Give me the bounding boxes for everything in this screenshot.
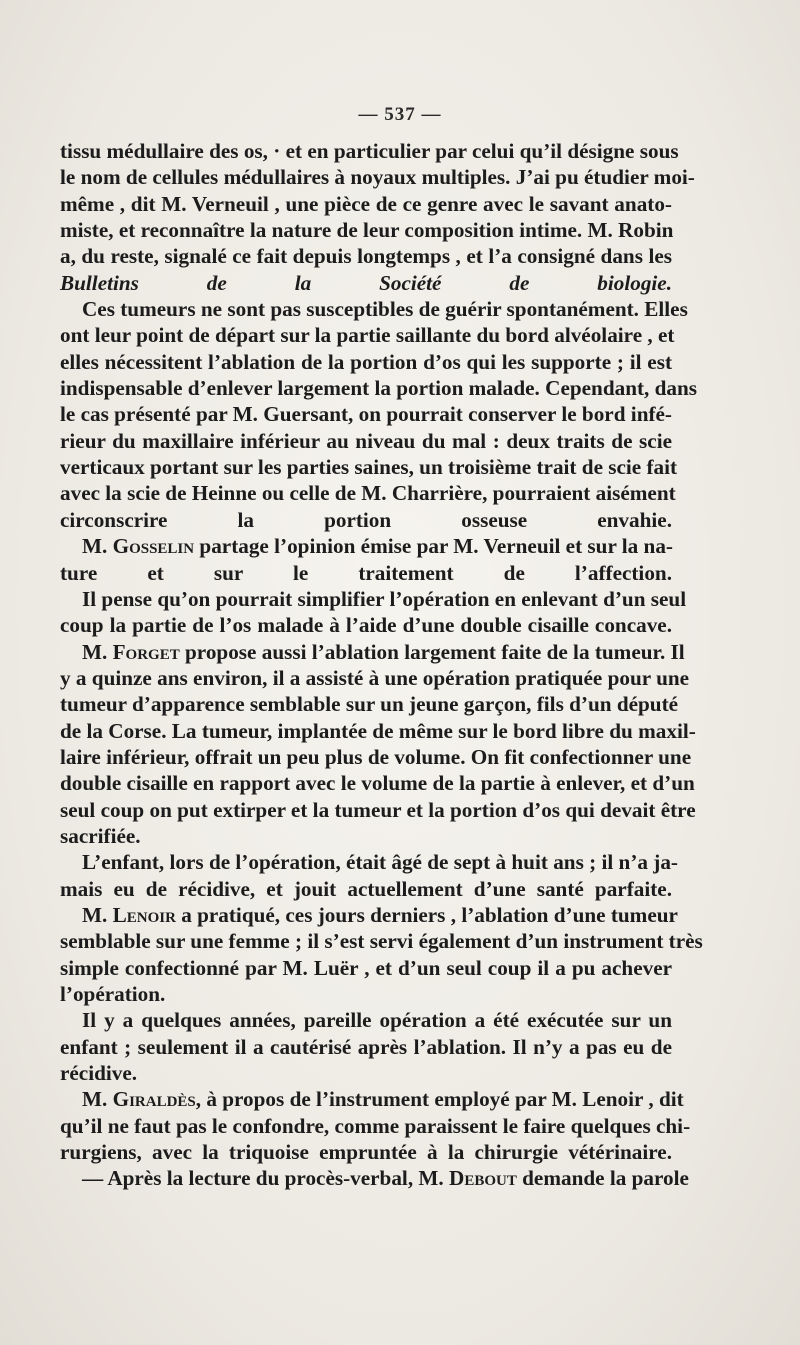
text-line <box>60 770 695 796</box>
text-line-content: — Après la lecture du procès-verbal, M. Debout demande la parole <box>82 1166 689 1191</box>
text-line <box>60 507 672 533</box>
text-line-content: y a quinze ans environ, il a assisté à une opération pratiquée pour une <box>60 665 690 690</box>
text-line <box>60 322 675 348</box>
text-line-content: Il pense qu’on pourrait simplifier l’opération en enlevant d’un seul <box>82 586 687 611</box>
text-line-content: ture et sur le traitement de l’affection. <box>60 560 672 585</box>
text-line-content: de la Corse. La tumeur, implantée de même sur le bord libre du maxil- <box>60 718 696 743</box>
text-line <box>60 612 672 638</box>
text-line-content: M. Giraldès, à propos de l’instrument employé par M. Lenoir , dit <box>82 1087 684 1112</box>
text-line <box>60 138 679 164</box>
text-line <box>60 1113 691 1139</box>
text-line-content: verticaux portant sur les parties saines, un troisième trait de scie fait <box>60 455 678 480</box>
text-line-content: récidive. <box>60 1061 138 1086</box>
page-number: — 537 — <box>358 104 442 125</box>
text-line-content: M. Forget propose aussi l’ablation largement faite de la tumeur. Il <box>82 639 685 664</box>
text-line-content: mais eu de récidive, et jouit actuellement d’une santé parfaite. <box>60 876 672 901</box>
text-line <box>60 296 688 322</box>
text-line <box>60 349 672 375</box>
text-line-content: a, du reste, signalé ce fait depuis longtemps , et l’a consigné dans les <box>60 244 672 269</box>
text-line <box>60 270 672 296</box>
text-line-content: Bulletins de la Société de biologie. <box>60 270 672 295</box>
text-line-content: le cas présenté par M. Guersant, on pourrait conserver le bord infé- <box>60 402 672 427</box>
text-line <box>60 744 692 770</box>
text-line-content: semblable sur une femme ; il s’est servi également d’un instrument très <box>60 929 703 954</box>
text-line-content: avec la scie de Heinne ou celle de M. Charrière, pourraient aisément <box>60 481 676 506</box>
text-line <box>60 902 678 928</box>
text-line <box>60 849 678 875</box>
text-line-content: tissu médullaire des os, · et en particulier par celui qu’il désigne sous <box>60 139 679 163</box>
text-line <box>60 217 672 243</box>
text-line-content: coup la partie de l’os malade à l’aide d’une double cisaille concave. <box>60 613 672 638</box>
text-line-content: miste, et reconnaître la nature de leur composition intime. M. Robin <box>60 218 674 243</box>
text-line <box>60 955 672 981</box>
text-line-content: rieur du maxillaire inférieur au niveau du mal : deux traits de scie <box>60 428 672 453</box>
text-line <box>60 454 678 480</box>
text-line-content: Ces tumeurs ne sont pas susceptibles de guérir spontanément. Elles <box>82 297 688 322</box>
text-line-content: ont leur point de départ sur la partie saillante du bord alvéolaire , et <box>60 323 675 348</box>
text-line <box>60 1007 672 1033</box>
text-line-content: enfant ; seulement il a cautérisé après l’ablation. Il n’y a pas eu de <box>60 1034 672 1059</box>
text-line <box>60 401 672 427</box>
text-line <box>60 876 672 902</box>
text-line <box>60 981 672 1007</box>
text-line-content: rurgiens, avec la triquoise empruntée à la chirurgie vétérinaire. <box>60 1140 672 1165</box>
text-line <box>60 639 685 665</box>
text-line-content: circonscrire la portion osseuse envahie. <box>60 507 672 532</box>
text-line-content: Il y a quelques années, pareille opération a été exécutée sur un <box>82 1008 672 1033</box>
text-line-content: sacrifiée. <box>60 823 141 848</box>
text-line <box>60 718 696 744</box>
text-line-content: le nom de cellules médullaires à noyaux multiples. J’ai pu étudier moi- <box>60 165 695 190</box>
text-line <box>60 480 676 506</box>
text-line <box>60 191 672 217</box>
text-line-content: M. Lenoir a pratiqué, ces jours derniers , l’ablation d’une tumeur <box>82 902 678 927</box>
text-line-content: tumeur d’apparence semblable sur un jeune garçon, fils d’un député <box>60 692 679 717</box>
text-line-content: simple confectionné par M. Luër , et d’un seul coup il a pu achever <box>60 955 672 980</box>
text-line <box>60 928 703 954</box>
text-line-content: même , dit M. Verneuil , une pièce de ce genre avec le savant anato- <box>60 191 672 216</box>
text-line-content: seul coup on put extirper et la tumeur et la portion d’os qui devait être <box>60 797 696 822</box>
text-line-content: elles nécessitent l’ablation de la portion d’os qui les supporte ; il est <box>60 349 672 374</box>
text-line <box>60 1165 689 1191</box>
text-line-content: indispensable d’enlever largement la portion malade. Cependant, dans <box>60 376 698 401</box>
text-line <box>60 243 672 269</box>
text-line <box>60 1034 672 1060</box>
text-line <box>60 823 672 849</box>
text-line <box>60 428 672 454</box>
text-line <box>60 164 695 190</box>
text-line <box>60 797 696 823</box>
text-line-content: laire inférieur, offrait un peu plus de volume. On fit confectionner une <box>60 744 692 769</box>
body-text <box>60 138 703 1192</box>
text-line <box>60 1139 672 1165</box>
text-line <box>60 665 690 691</box>
text-line-content: qu’il ne faut pas le confondre, comme paraissent le faire quelques chi- <box>60 1113 691 1138</box>
text-line-content: L’enfant, lors de l’opération, était âgé de sept à huit ans ; il n’a ja- <box>82 850 678 875</box>
text-line-content: l’opération. <box>60 982 166 1006</box>
text-line <box>60 691 679 717</box>
text-line <box>60 560 672 586</box>
text-line <box>60 586 687 612</box>
text-line <box>60 375 698 401</box>
text-line <box>60 533 672 559</box>
text-line-content: double cisaille en rapport avec le volume de la partie à enlever, et d’un <box>60 771 695 796</box>
text-line <box>60 1086 684 1112</box>
text-line <box>60 1060 672 1086</box>
text-line-content: M. Gosselin partage l’opinion émise par M. Verneuil et sur la na- <box>82 534 673 559</box>
